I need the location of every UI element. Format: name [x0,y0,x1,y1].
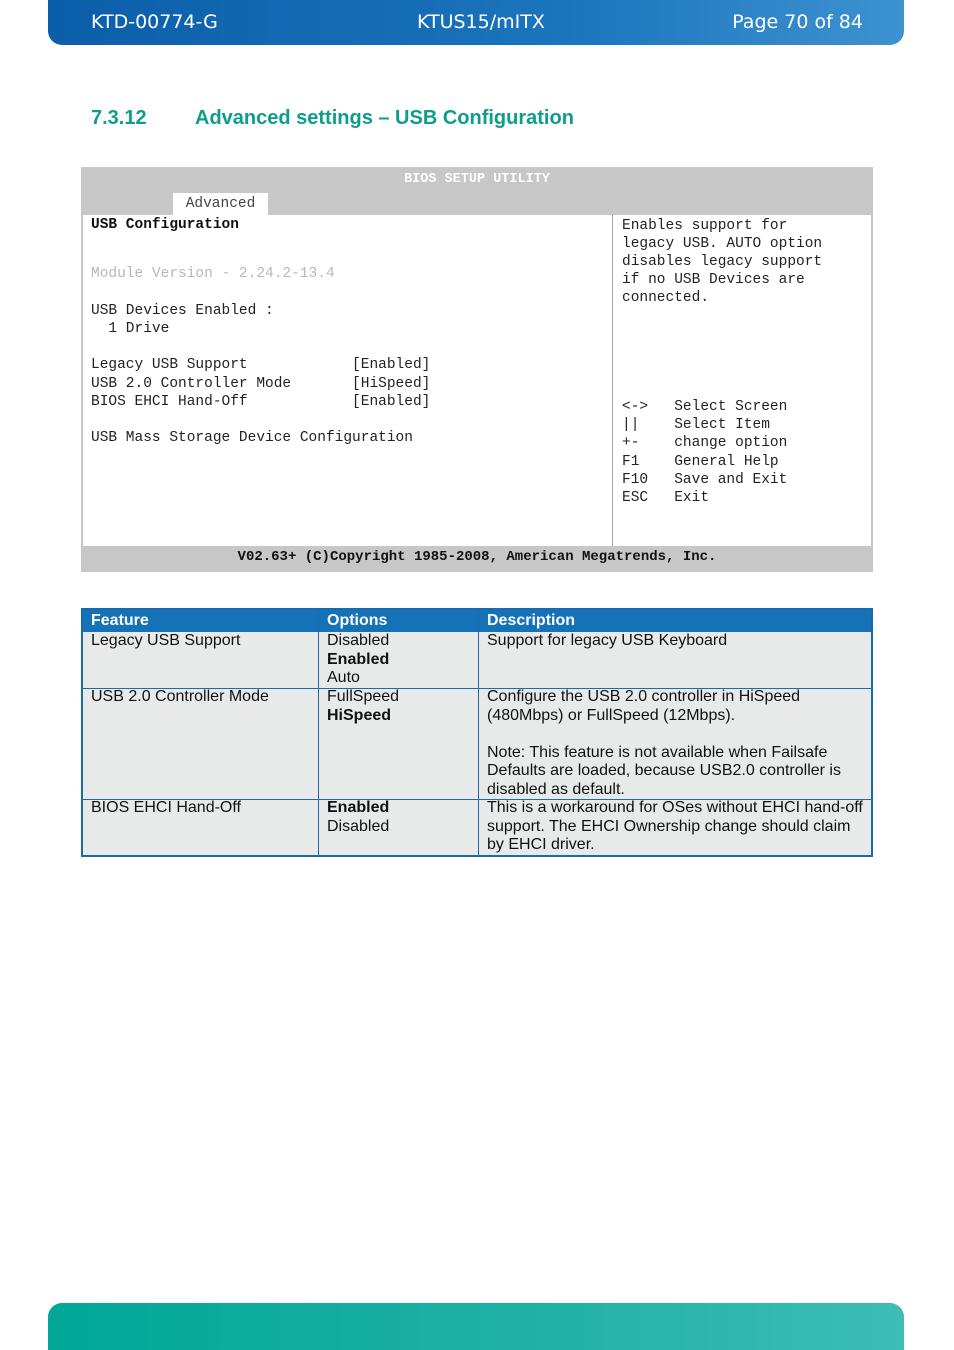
column-header-description: Description [479,610,871,632]
bios-setting-usb2-mode[interactable]: USB 2.0 Controller Mode [HiSpeed] [91,376,431,392]
option-default-value: HiSpeed [327,706,392,724]
option-value: Disabled [327,817,390,835]
bios-help-line: disables legacy support [622,254,823,270]
table-row-usb2-mode-description [479,688,871,799]
bios-devices-value: 1 Drive [91,321,170,337]
table-row-legacy-usb-options [319,632,478,688]
bios-key-hint: ESC Exit [622,490,710,506]
bios-help-line: if no USB Devices are [622,272,805,288]
option-default-value: Enabled [327,650,390,668]
feature-name: USB 2.0 Controller Mode [91,688,269,705]
product-name: KTUS15/mITX [417,11,545,33]
page-number: Page 70 of 84 [732,11,863,33]
table-row-ehci-options [319,799,478,836]
bios-key-hint: <-> Select Screen [622,399,788,415]
bios-tab-advanced[interactable]: Advanced [173,193,268,215]
description-line: (480Mbps) or FullSpeed (12Mbps). [487,706,736,724]
bios-key-hint: F10 Save and Exit [622,472,788,488]
bios-heading: USB Configuration [91,217,239,233]
page-footer-bar [48,1303,904,1350]
description-line: by EHCI driver. [487,836,595,853]
description-line: This is a workaround for OSes without EHCI hand-off [487,799,863,816]
bios-devices-label: USB Devices Enabled : [91,303,274,319]
bios-module-version: Module Version - 2.24.2-13.4 [91,266,335,282]
bios-copyright: V02.63+ (C)Copyright 1985-2008, American Megatrends, Inc. [237,549,717,565]
description-line: Defaults are loaded, because USB2.0 controller is [487,762,841,779]
description-line: disabled as default. [487,780,625,798]
bios-key-hint: F1 General Help [622,454,779,470]
table-row-usb2-mode-options [319,688,478,725]
table-row-usb2-mode-feature [83,688,318,707]
bios-body [83,215,871,546]
bios-title: BIOS SETUP UTILITY [404,172,550,187]
column-header-feature: Feature [83,610,318,632]
table-row-legacy-usb-description [479,632,871,651]
doc-id: KTD-00774-G [91,11,218,33]
table-row-ehci-description [479,799,871,855]
page-header [48,0,904,45]
description-spacer [487,725,871,744]
feature-name: BIOS EHCI Hand-Off [91,799,241,816]
bios-setting-legacy-usb[interactable]: Legacy USB Support [Enabled] [91,357,431,373]
bios-help-line: legacy USB. AUTO option [622,236,823,252]
description-line: Configure the USB 2.0 controller in HiSpeed [487,688,801,705]
description-line: support. The EHCI Ownership change should claim [487,817,851,835]
bios-help-line: connected. [622,290,710,306]
option-value: FullSpeed [327,688,400,705]
feature-table [81,608,873,857]
bios-key-hint: || Select Item [622,417,770,433]
section-number: 7.3.12 [91,107,147,129]
bios-screen [81,167,873,572]
column-header-options: Options [319,610,478,632]
description-line: Note: This feature is not available when Failsafe [487,743,828,761]
description-line: Support for legacy USB Keyboard [487,632,728,649]
bios-key-hint: +- change option [622,435,788,451]
table-row-legacy-usb-feature [83,632,318,651]
option-value: Auto [327,669,360,686]
bios-help-line: Enables support for [622,218,788,234]
option-value: Disabled [327,632,390,649]
table-row-ehci-feature [83,799,318,818]
bios-submenu-mass-storage[interactable]: USB Mass Storage Device Configuration [91,430,413,446]
bios-setting-ehci-handoff[interactable]: BIOS EHCI Hand-Off [Enabled] [91,394,431,410]
option-default-value: Enabled [327,799,390,816]
feature-name: Legacy USB Support [91,632,241,649]
bios-divider [612,215,613,546]
section-heading [91,107,574,130]
section-title: Advanced settings – USB Configuration [195,107,574,129]
